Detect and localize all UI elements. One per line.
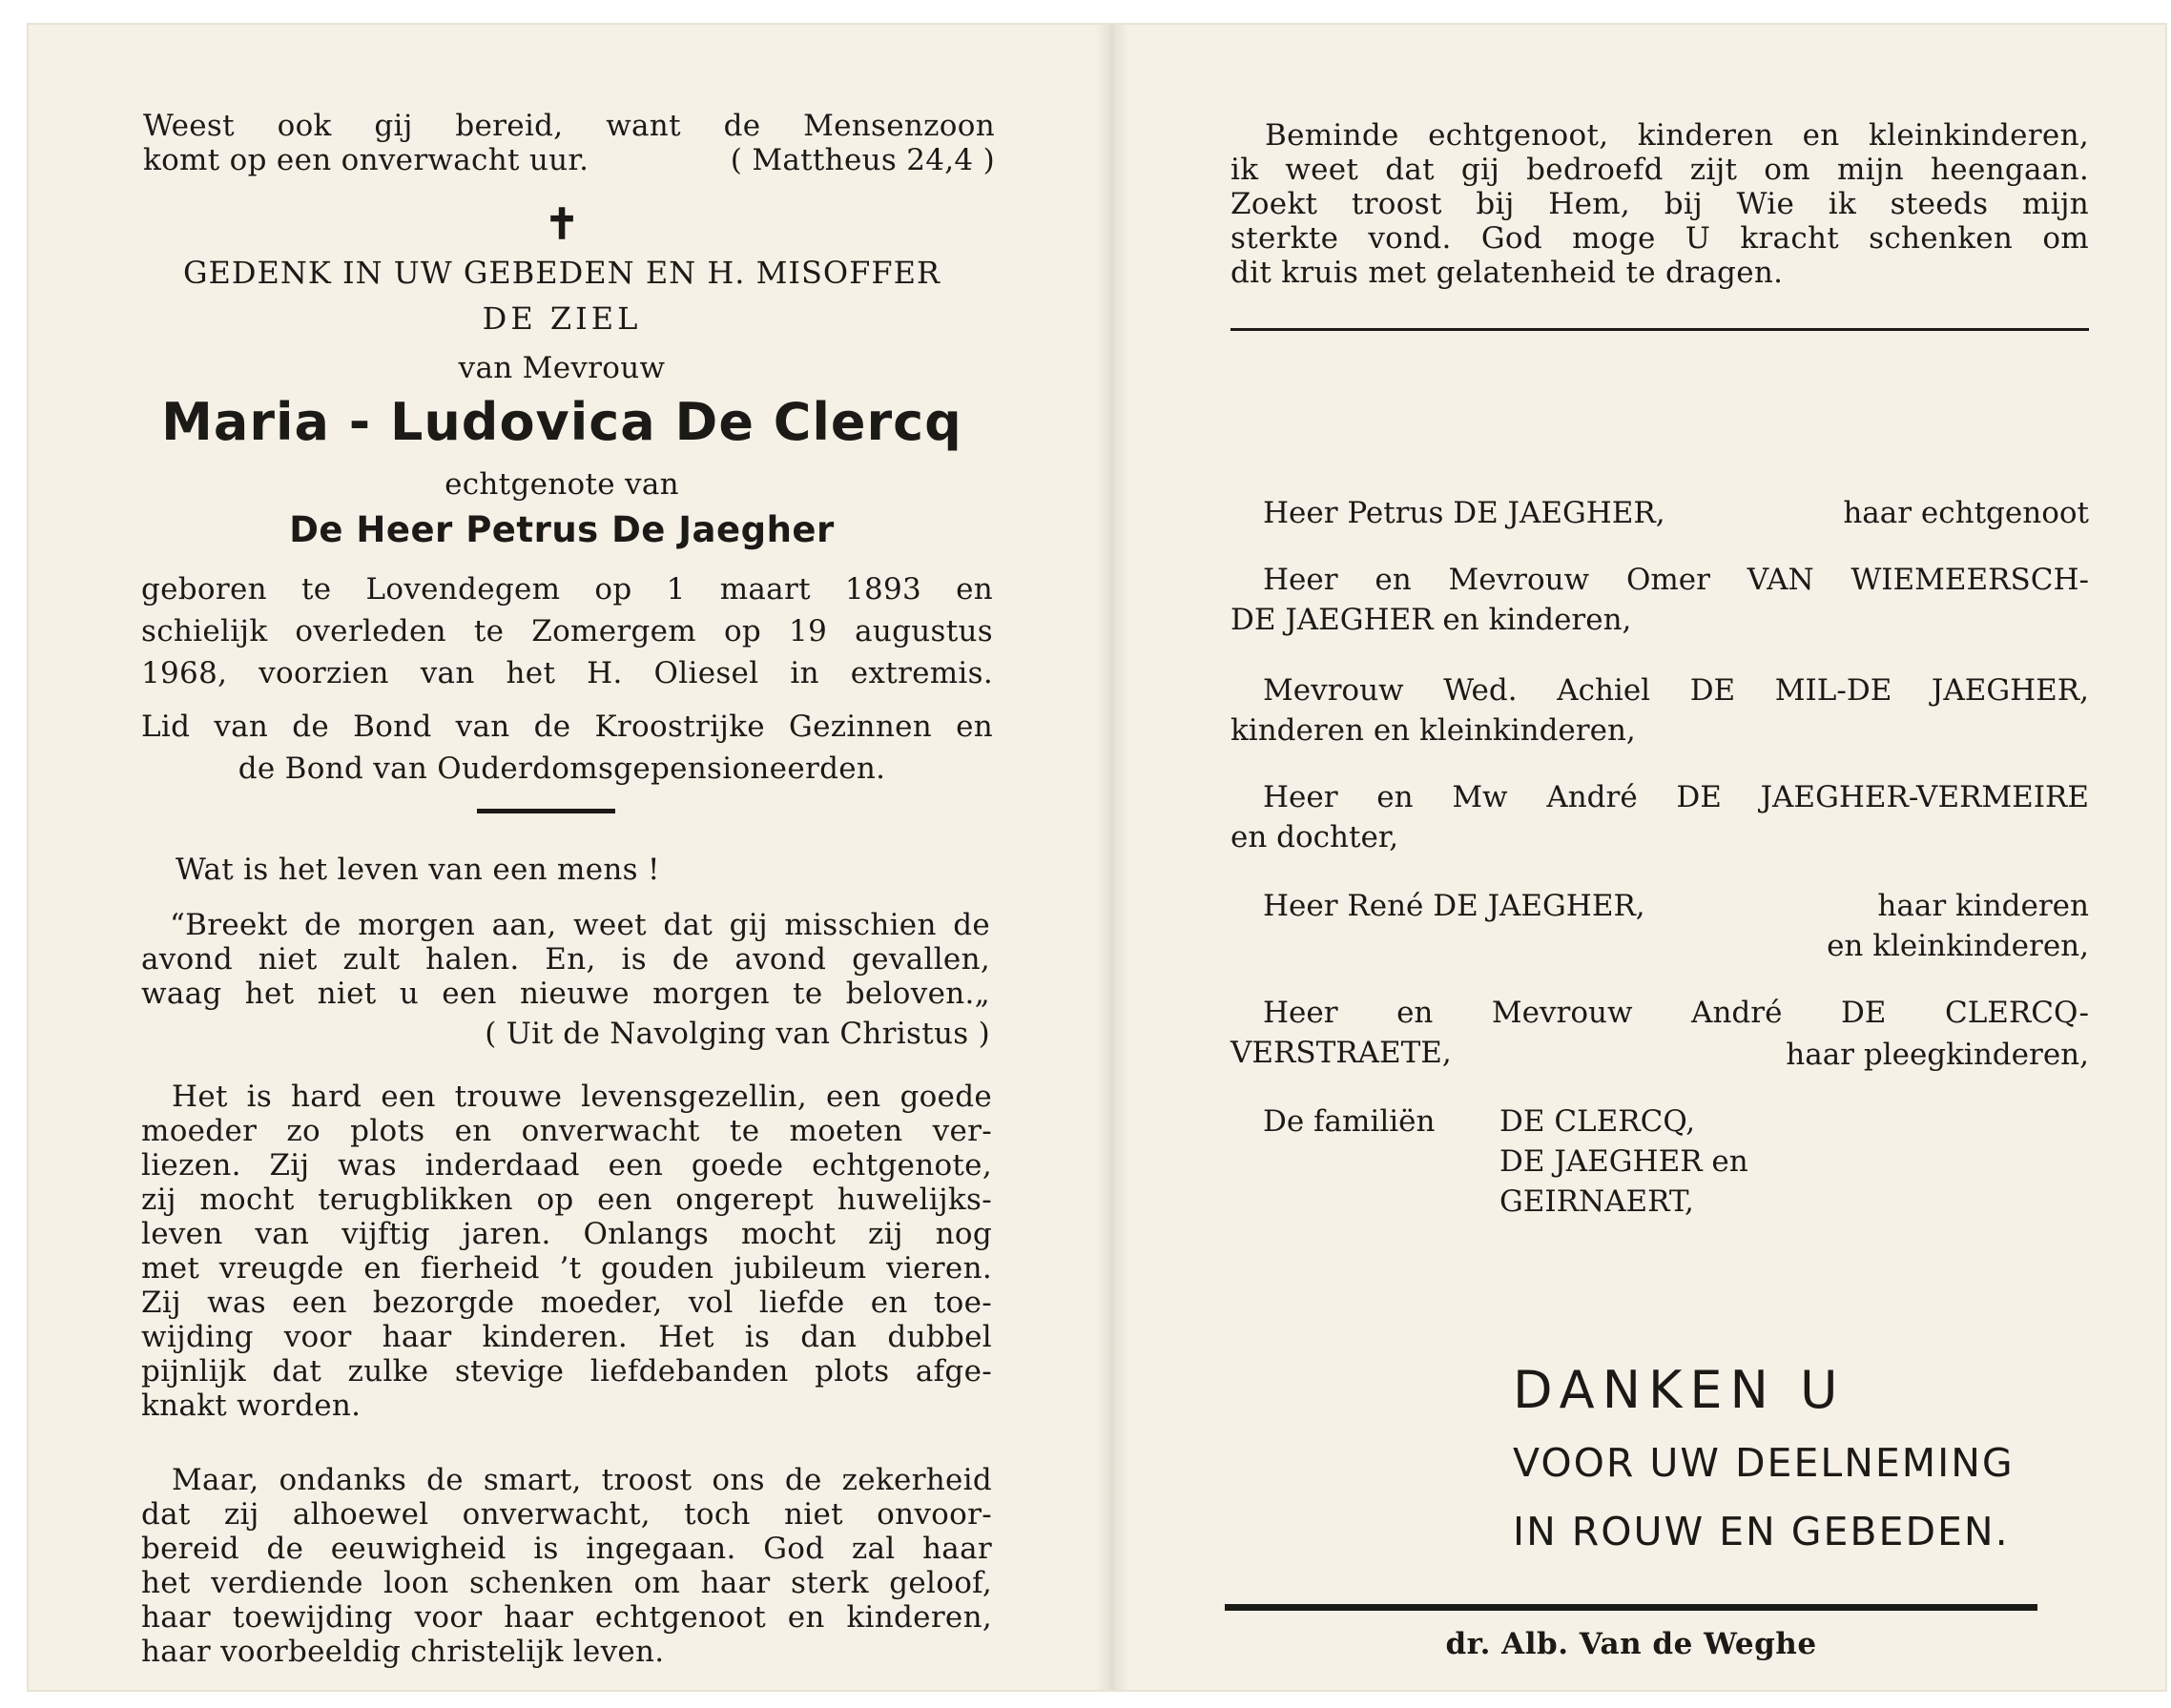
divider [1230, 328, 2089, 331]
thanks-title: DANKEN U [1513, 1360, 1846, 1420]
paragraph-line: dat zij alhoewel onverwacht, toch niet onvoor- [141, 1497, 992, 1532]
paragraph-line: haar toewijding voor haar echtgenoot en kinderen, [141, 1600, 992, 1635]
paragraph-line: bereid de eeuwigheid is ingegaan. God zal haar [141, 1532, 992, 1566]
family-member-name: VERSTRAETE, [1230, 1036, 1452, 1070]
paragraph-line: zij mocht terugblikken op een ongerept huwelijks- [141, 1183, 992, 1217]
family-member-role: en kleinkinderen, [1827, 929, 2089, 963]
paragraph-line: het verdiende loon schenken om haar sterk geloof, [141, 1566, 992, 1600]
family-surname: DE CLERCQ, [1499, 1104, 1696, 1139]
bio-line: schielijk overleden te Zomergem op 19 augustus [141, 614, 993, 648]
poem-line: “Breekt de morgen aan, weet dat gij misschien de [170, 908, 990, 942]
paragraph-line: wijding voor haar kinderen. Het is dan dubbel [141, 1320, 992, 1354]
divider [477, 809, 615, 813]
cross-icon: ✝ [544, 200, 580, 249]
paragraph-line: knakt worden. [141, 1389, 362, 1423]
bottom-divider [1225, 1604, 2037, 1611]
family-line: kinderen en kleinkinderen, [1230, 713, 1636, 748]
right-panel [1129, 25, 2165, 1690]
message-line: Zoekt troost bij Hem, bij Wie ik steeds mijn [1230, 187, 2089, 221]
family-line: DE JAEGHER en kinderen, [1230, 603, 1632, 637]
family-member-name: Heer René DE JAEGHER, [1263, 889, 1645, 923]
membership-line: de Bond van Ouderdomsgepensioneerden. [238, 751, 886, 786]
bio-line: geboren te Lovendegem op 1 maart 1893 en [141, 572, 993, 607]
gedenk-line-2: DE ZIEL [482, 300, 642, 337]
scripture-line-1: Weest ook gij bereid, want de Mensenzoon [143, 109, 995, 143]
scripture-text: komt op een onverwacht uur. [143, 143, 589, 177]
card-fold [1095, 25, 1129, 1690]
family-surname: DE JAEGHER en [1499, 1144, 1748, 1179]
poem-line: waag het niet u een nieuwe morgen te beloven.„ [141, 977, 990, 1011]
gedenk-line-1: GEDENK IN UW GEBEDEN EN H. MISOFFER [182, 255, 941, 291]
membership-line: Lid van de Bond van de Kroostrijke Gezinnen en [141, 710, 993, 744]
family-line: Heer en Mevrouw André DE CLERCQ- [1263, 996, 2089, 1030]
poem-intro: Wat is het leven van een mens ! [176, 853, 660, 887]
message-line: sterkte vond. God moge U kracht schenken om [1230, 221, 2089, 256]
paragraph-line: liezen. Zij was inderdaad een goede echtgenote, [141, 1148, 992, 1183]
scripture-line-2 [143, 143, 995, 177]
families-label: De familiën [1263, 1104, 1436, 1139]
family-line: Heer en Mw André DE JAEGHER-VERMEIRE [1263, 780, 2089, 814]
bio-line: 1968, voorzien van het H. Oliesel in extremis. [141, 656, 993, 690]
family-member-name: Heer Petrus DE JAEGHER, [1263, 496, 1665, 530]
paragraph-line: Zij was een bezorgde moeder, vol liefde en toe- [141, 1286, 992, 1320]
paragraph-line: met vreugde en fierheid ’t gouden jubileum vieren. [141, 1251, 992, 1286]
family-line: en dochter, [1230, 820, 1399, 854]
family-member-role: haar kinderen [1877, 889, 2089, 923]
left-panel [29, 25, 1095, 1690]
family-member-role: haar echtgenoot [1843, 496, 2089, 530]
spouse-name: De Heer Petrus De Jaegher [289, 509, 835, 550]
van-mevrouw: van Mevrouw [458, 351, 666, 385]
paragraph-line: Maar, ondanks de smart, troost ons de zekerheid [172, 1463, 992, 1497]
paragraph-line: pijnlijk dat zulke stevige liefdebanden plots afge- [141, 1354, 992, 1389]
message-line: Beminde echtgenoot, kinderen en kleinkinderen, [1265, 118, 2089, 153]
family-member-role: haar pleegkinderen, [1786, 1038, 2089, 1072]
paragraph-line: haar voorbeeldig christelijk leven. [141, 1635, 665, 1669]
memorial-card [29, 25, 2165, 1690]
family-line: Heer en Mevrouw Omer VAN WIEMEERSCH- [1263, 563, 2089, 597]
paragraph-line: leven van vijftig jaren. Onlangs mocht zij nog [141, 1217, 992, 1251]
echtgenote-van: echtgenote van [445, 467, 679, 502]
message-line: ik weet dat gij bedroefd zijt om mijn heengaan. [1230, 153, 2089, 187]
message-line: dit kruis met gelatenheid te dragen. [1230, 256, 1784, 290]
paragraph-line: Het is hard een trouwe levensgezellin, een goede [172, 1080, 992, 1114]
poem-source: ( Uit de Navolging van Christus ) [485, 1017, 990, 1051]
scripture-reference: ( Mattheus 24,4 ) [730, 143, 995, 177]
thanks-line: VOOR UW DEELNEMING [1513, 1440, 2015, 1486]
deceased-name: Maria - Ludovica De Clercq [161, 392, 962, 452]
poem-line: avond niet zult halen. En, is de avond gevallen, [141, 942, 990, 977]
printer-credit: dr. Alb. Van de Weghe [1445, 1627, 1817, 1661]
thanks-line: IN ROUW EN GEBEDEN. [1513, 1509, 2010, 1554]
family-surname: GEIRNAERT, [1499, 1184, 1694, 1219]
paragraph-line: moeder zo plots en onverwacht te moeten ver- [141, 1114, 992, 1148]
family-line: Mevrouw Wed. Achiel DE MIL-DE JAEGHER, [1263, 673, 2089, 708]
